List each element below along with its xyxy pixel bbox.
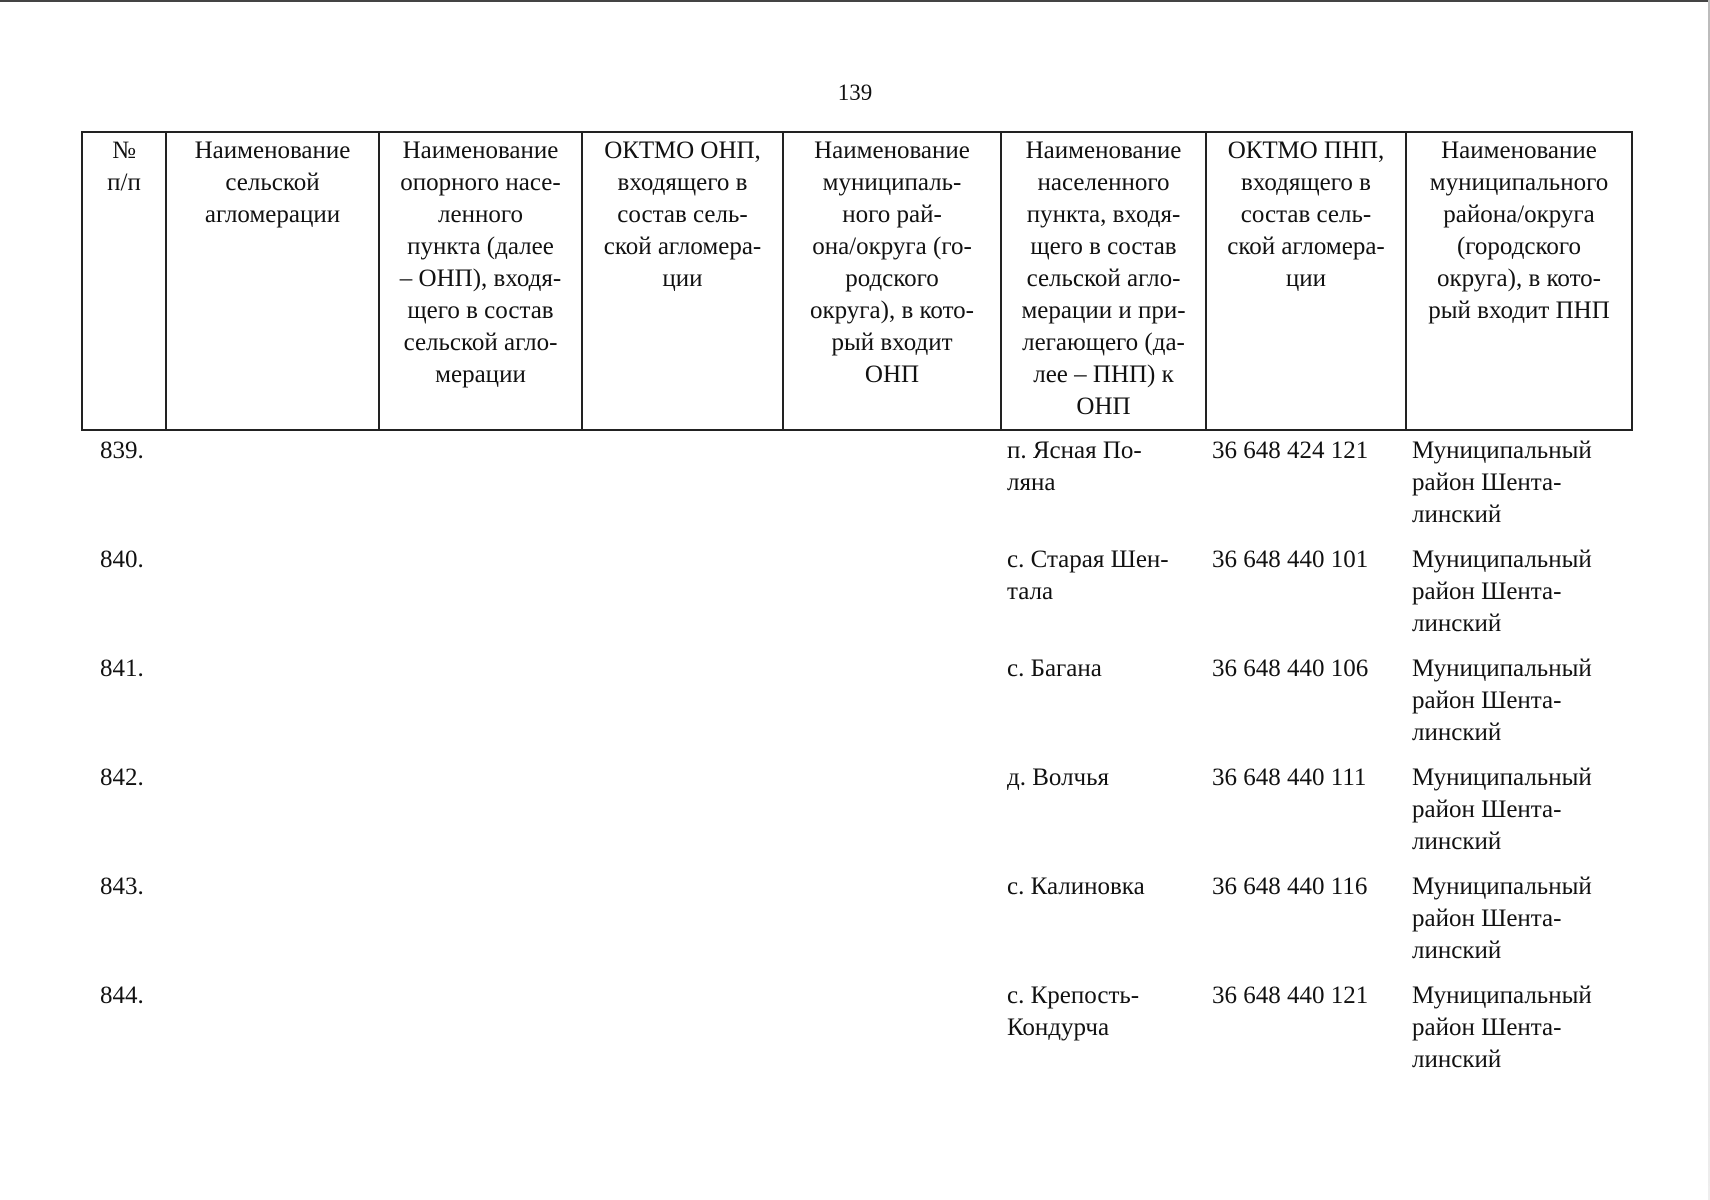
table-row — [82, 756, 1632, 865]
header-number: № п/п — [82, 132, 166, 430]
empty-cell — [783, 974, 1001, 1083]
settlement-district: Муниципальный район Шента- линский — [1412, 982, 1592, 1073]
page-top-edge — [0, 0, 1710, 2]
empty-cell — [783, 865, 1001, 974]
table-body — [82, 430, 1632, 1083]
row-number: 840. — [100, 546, 144, 573]
empty-cell — [379, 538, 582, 647]
header-adjacent-oktmo: ОКТМО ПНП, входящего в состав сель- ской агломера- ции — [1206, 132, 1406, 430]
empty-cell — [166, 865, 379, 974]
empty-cell — [379, 647, 582, 756]
empty-cell — [582, 865, 783, 974]
empty-cell — [582, 538, 783, 647]
empty-cell — [166, 647, 379, 756]
row-number: 843. — [100, 873, 144, 900]
empty-cell — [166, 538, 379, 647]
empty-cell — [166, 430, 379, 538]
table-header — [82, 132, 1632, 430]
settlement-name: с. Старая Шен- тала — [1007, 546, 1169, 605]
empty-cell — [582, 647, 783, 756]
empty-cell — [582, 430, 783, 538]
settlement-name: с. Крепость- Кондурча — [1007, 982, 1140, 1041]
settlement-name: п. Ясная По- ляна — [1007, 437, 1142, 496]
header-adjacent-settlement: Наименование населенного пункта, входя- щего в состав сельской агло- мерации и при- легающего (да- лее – ПНП) к ОНП — [1001, 132, 1206, 430]
settlement-oktmo: 36 648 440 101 — [1212, 546, 1369, 573]
empty-cell — [166, 756, 379, 865]
settlement-district: Муниципальный район Шента- линский — [1412, 655, 1592, 746]
row-number: 839. — [100, 437, 144, 464]
row-number: 842. — [100, 764, 144, 791]
settlement-district: Муниципальный район Шента- линский — [1412, 546, 1592, 637]
settlement-name: д. Волчья — [1007, 764, 1110, 791]
header-core-district: Наименование муниципаль- ного рай- она/округа (го- родского округа), в кото- рый входит ОНП — [783, 132, 1001, 430]
page-number: 139 — [837, 80, 873, 105]
empty-cell — [379, 865, 582, 974]
table-row — [82, 538, 1632, 647]
agglomeration-table — [81, 131, 1633, 1083]
empty-cell — [783, 430, 1001, 538]
table-row — [82, 974, 1632, 1083]
header-agglomeration-name: Наименование сельской агломерации — [166, 132, 379, 430]
settlement-oktmo: 36 648 440 116 — [1212, 873, 1368, 900]
row-number: 844. — [100, 982, 144, 1009]
empty-cell — [166, 974, 379, 1083]
settlement-name: с. Багана — [1007, 655, 1102, 682]
empty-cell — [783, 756, 1001, 865]
header-core-settlement: Наименование опорного насе- ленного пункта (далее – ОНП), входя- щего в состав сельской агло- мерации — [379, 132, 582, 430]
empty-cell — [783, 647, 1001, 756]
empty-cell — [582, 756, 783, 865]
settlement-oktmo: 36 648 440 106 — [1212, 655, 1369, 682]
settlement-oktmo: 36 648 424 121 — [1212, 437, 1369, 464]
empty-cell — [379, 974, 582, 1083]
header-core-oktmo: ОКТМО ОНП, входящего в состав сель- ской агломера- ции — [582, 132, 783, 430]
settlement-oktmo: 36 648 440 111 — [1212, 764, 1367, 791]
table-row — [82, 865, 1632, 974]
settlement-district: Муниципальный район Шента- линский — [1412, 437, 1592, 528]
table-row — [82, 430, 1632, 538]
header-row — [82, 132, 1632, 430]
empty-cell — [379, 430, 582, 538]
settlement-district: Муниципальный район Шента- линский — [1412, 873, 1592, 964]
empty-cell — [379, 756, 582, 865]
empty-cell — [582, 974, 783, 1083]
document-sheet — [81, 131, 1631, 1083]
settlement-name: с. Калиновка — [1007, 873, 1145, 900]
settlement-oktmo: 36 648 440 121 — [1212, 982, 1369, 1009]
table-row — [82, 647, 1632, 756]
header-adjacent-district: Наименование муниципального района/округа (городского округа), в кото- рый входит ПНП — [1406, 132, 1632, 430]
empty-cell — [783, 538, 1001, 647]
row-number: 841. — [100, 655, 144, 682]
settlement-district: Муниципальный район Шента- линский — [1412, 764, 1592, 855]
